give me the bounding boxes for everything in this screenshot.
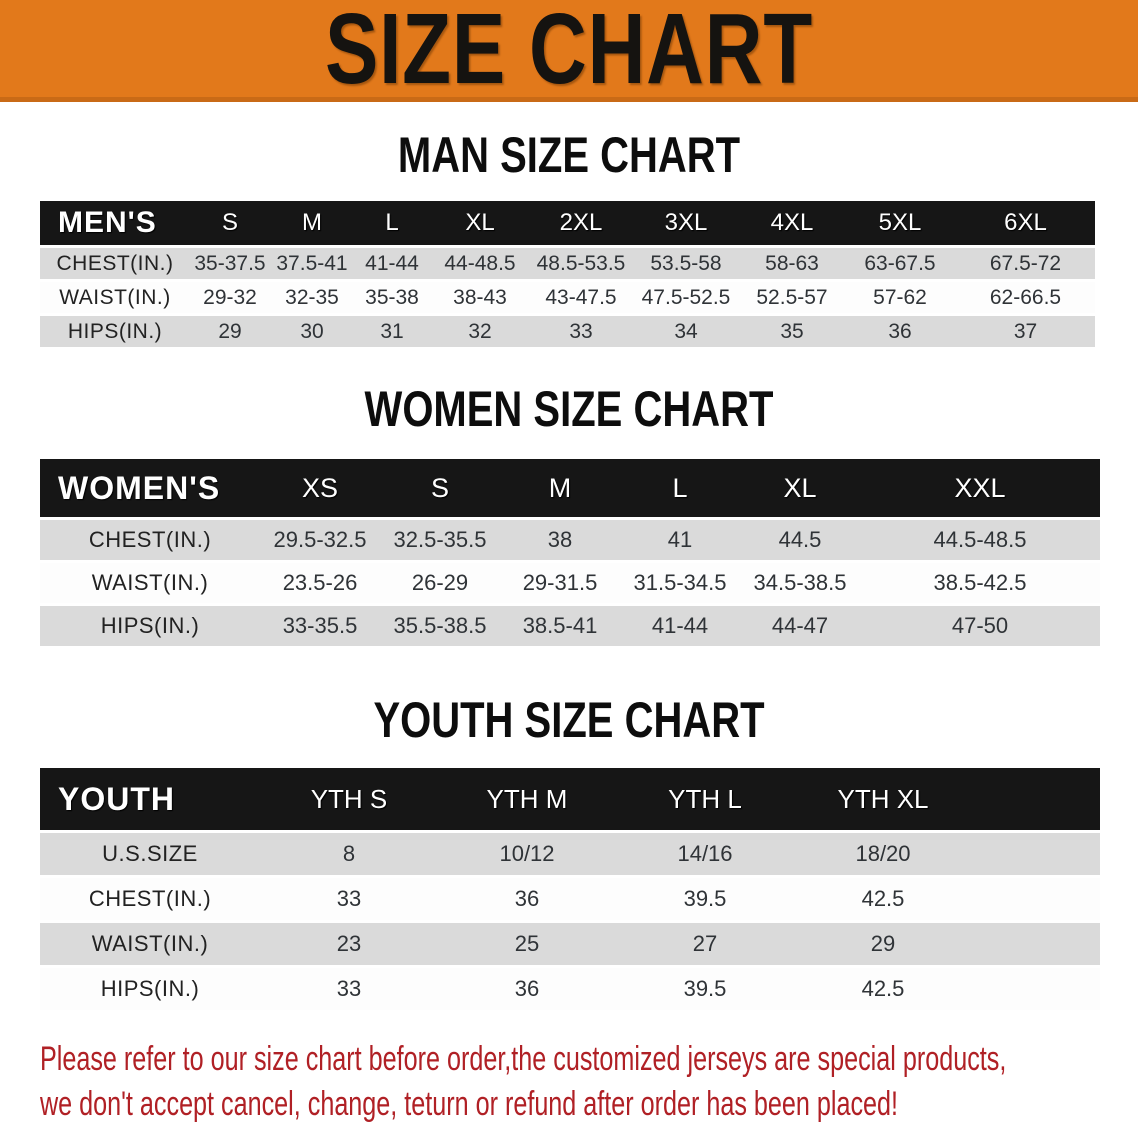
size-value-cell: 31 [354,316,430,347]
men-section [0,127,1138,350]
measurement-label: HIPS(IN.) [40,968,260,1010]
measurement-label: WAIST(IN.) [40,923,260,965]
table-row [40,833,1100,875]
size-value-cell: 29-32 [190,282,270,313]
table-row [40,878,1100,920]
size-value-cell: 47.5-52.5 [632,282,740,313]
size-column-header: YTH S [260,768,438,830]
size-value-cell: 36 [438,878,616,920]
size-column-header: M [270,201,354,245]
youth-section [0,692,1138,1013]
size-column-header: YTH M [438,768,616,830]
size-value-cell: 37.5-41 [270,248,354,279]
size-value-cell: 36 [438,968,616,1010]
size-column-header: L [620,459,740,517]
size-value-cell: 58-63 [740,248,844,279]
size-value-cell: 42.5 [794,878,972,920]
size-value-cell: 52.5-57 [740,282,844,313]
women-size-table [40,456,1100,649]
size-value-cell: 8 [260,833,438,875]
size-column-header: S [380,459,500,517]
spacer-cell [972,923,1100,965]
disclaimer-line-1: Please refer to our size chart before order,the customized jerseys are special products, [40,1040,1007,1078]
size-value-cell: 34 [632,316,740,347]
size-value-cell: 32-35 [270,282,354,313]
measurement-label: CHEST(IN.) [40,878,260,920]
size-value-cell: 35 [740,316,844,347]
size-value-cell: 47-50 [860,606,1100,646]
size-value-cell: 62-66.5 [956,282,1095,313]
size-value-cell: 33 [530,316,632,347]
size-value-cell: 41 [620,520,740,560]
size-column-header: M [500,459,620,517]
size-value-cell: 31.5-34.5 [620,563,740,603]
youth-size-table [40,765,1100,1013]
size-column-header: L [354,201,430,245]
size-column-header: 5XL [844,201,956,245]
size-column-header: 2XL [530,201,632,245]
men-group-label: MEN'S [40,201,190,245]
men-header-row [40,201,1095,245]
size-value-cell: 33-35.5 [260,606,380,646]
women-section-heading: WOMEN SIZE CHART [364,381,774,437]
table-row [40,520,1100,560]
size-value-cell: 67.5-72 [956,248,1095,279]
table-row [40,968,1100,1010]
size-column-header: 3XL [632,201,740,245]
size-value-cell: 23 [260,923,438,965]
size-value-cell: 33 [260,968,438,1010]
measurement-label: HIPS(IN.) [40,316,190,347]
size-value-cell: 42.5 [794,968,972,1010]
size-column-header: YTH L [616,768,794,830]
women-group-label: WOMEN'S [40,459,260,517]
size-value-cell: 14/16 [616,833,794,875]
table-row [40,563,1100,603]
size-value-cell: 25 [438,923,616,965]
youth-header-row [40,768,1100,830]
measurement-label: CHEST(IN.) [40,520,260,560]
size-value-cell: 32 [430,316,530,347]
size-value-cell: 44.5 [740,520,860,560]
size-column-header: 4XL [740,201,844,245]
size-value-cell: 38.5-42.5 [860,563,1100,603]
size-value-cell: 39.5 [616,878,794,920]
size-column-header: XL [740,459,860,517]
spacer-cell [972,833,1100,875]
size-value-cell: 37 [956,316,1095,347]
youth-section-heading: YOUTH SIZE CHART [373,692,765,748]
size-value-cell: 41-44 [620,606,740,646]
size-value-cell: 33 [260,878,438,920]
size-value-cell: 36 [844,316,956,347]
size-value-cell: 44-48.5 [430,248,530,279]
disclaimer-line-2: we don't accept cancel, change, teturn or refund after order has been placed! [40,1085,898,1123]
size-value-cell: 63-67.5 [844,248,956,279]
size-column-header: XL [430,201,530,245]
youth-group-label: YOUTH [40,768,260,830]
banner [0,0,1138,105]
size-value-cell: 23.5-26 [260,563,380,603]
size-value-cell: 29 [190,316,270,347]
size-value-cell: 30 [270,316,354,347]
size-value-cell: 32.5-35.5 [380,520,500,560]
header-spacer-cell [972,768,1100,830]
measurement-label: WAIST(IN.) [40,282,190,313]
table-row [40,316,1095,347]
table-row [40,282,1095,313]
size-value-cell: 35-38 [354,282,430,313]
size-column-header: YTH XL [794,768,972,830]
size-value-cell: 53.5-58 [632,248,740,279]
women-section [0,381,1138,649]
size-value-cell: 39.5 [616,968,794,1010]
men-section-heading: MAN SIZE CHART [397,127,741,183]
size-value-cell: 44-47 [740,606,860,646]
size-value-cell: 29 [794,923,972,965]
table-row [40,606,1100,646]
size-value-cell: 29.5-32.5 [260,520,380,560]
page-title: SIZE CHART [325,0,813,105]
table-row [40,923,1100,965]
men-size-table [40,198,1095,350]
measurement-label: U.S.SIZE [40,833,260,875]
size-column-header: XXL [860,459,1100,517]
women-header-row [40,459,1100,517]
size-value-cell: 34.5-38.5 [740,563,860,603]
size-value-cell: 41-44 [354,248,430,279]
size-value-cell: 35-37.5 [190,248,270,279]
spacer-cell [972,878,1100,920]
size-value-cell: 38.5-41 [500,606,620,646]
measurement-label: CHEST(IN.) [40,248,190,279]
size-value-cell: 10/12 [438,833,616,875]
table-row [40,248,1095,279]
measurement-label: HIPS(IN.) [40,606,260,646]
size-column-header: 6XL [956,201,1095,245]
size-value-cell: 43-47.5 [530,282,632,313]
size-value-cell: 48.5-53.5 [530,248,632,279]
size-column-header: XS [260,459,380,517]
spacer-cell [972,968,1100,1010]
size-value-cell: 27 [616,923,794,965]
size-value-cell: 29-31.5 [500,563,620,603]
size-value-cell: 38 [500,520,620,560]
measurement-label: WAIST(IN.) [40,563,260,603]
size-value-cell: 57-62 [844,282,956,313]
disclaimer [40,1037,1007,1127]
size-column-header: S [190,201,270,245]
size-value-cell: 18/20 [794,833,972,875]
size-value-cell: 35.5-38.5 [380,606,500,646]
size-value-cell: 44.5-48.5 [860,520,1100,560]
size-value-cell: 26-29 [380,563,500,603]
size-value-cell: 38-43 [430,282,530,313]
